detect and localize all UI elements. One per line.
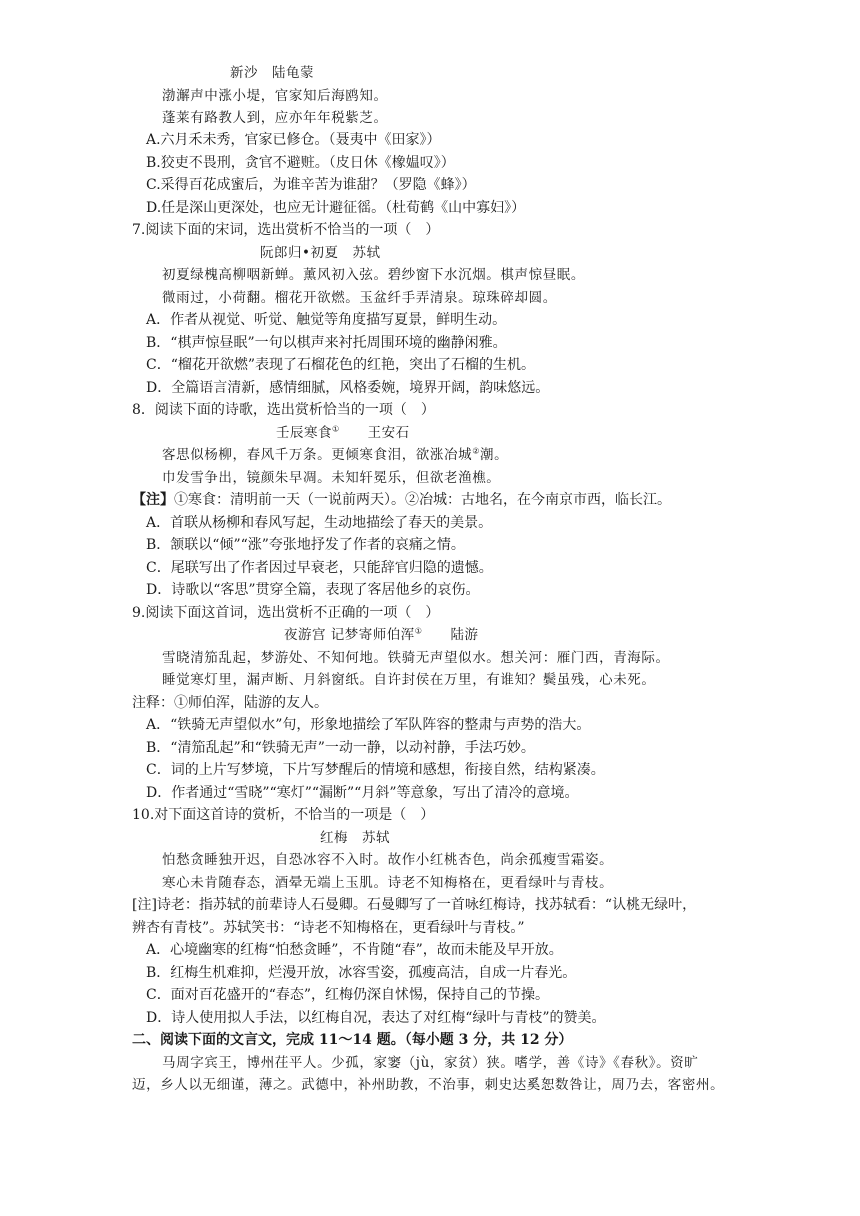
q10-option-c: C．面对百花盛开的“春态”，红梅仍深自怵惕，保持自己的节操。 [146,987,550,1003]
q9-option-c: C．词的上片写梦境，下片写梦醒后的情境和感想，衔接自然，结构紧凑。 [146,762,605,778]
q6-option-c: C.采得百花成蜜后，为谁辛苦为谁甜？（罗隐《蜂》） [146,177,476,193]
q9-option-a: A．“铁骑无声望似水”句，形象地描绘了军队阵容的整肃与声势的浩大。 [146,717,591,733]
q6-option-b: B.狡吏不畏刑，贪官不避赃。（皮日休《橡媪叹》） [146,155,455,171]
q8-poem-line-1 [162,446,508,464]
q9-poem-title: 夜游宫 记梦寄师伯浑 [284,627,415,643]
q10-option-d: D．诗人使用拟人手法，以红梅自况，表达了对红梅“绿叶与青枝”的赞美。 [146,1010,606,1026]
q10-option-b: B．红梅生机难抑，烂漫开放，冰容雪姿，孤瘦高洁，自成一片春光。 [146,965,577,981]
q7-option-c: C．“榴花开欲燃”表现了石榴花色的红艳，突出了石榴的生机。 [146,357,536,373]
q10-poem-line-1: 怕愁贪睡独开迟，自恐冰容不入时。故作小红桃杏色，尚余孤瘦雪霜姿。 [162,852,614,868]
q10-stem: 10.对下面这首诗的赏析，不恰当的一项是（ ） [132,807,435,823]
q7-poem-title: 阮郎归•初夏 苏轼 [260,245,381,261]
q10-note-line-2: 辨杏有青枝”。苏轼笑书：“诗老不知梅格在，更看绿叶与青枝。” [132,920,525,936]
q8-poem-heading [276,424,410,442]
q8-poem-line-1a: 客思似杨柳，春风千万条。更倾寒食泪，欲涨冶城 [162,447,473,463]
q8-poem-author: 王安石 [339,425,410,441]
q8-note-label: 【注】 [132,492,174,508]
q9-option-b: B．“清笳乱起”和“铁骑无声”一动一静，以动衬静，手法巧妙。 [146,740,535,756]
q8-title-footnote-mark: ① [332,424,340,434]
passage-line-1: 马周字宾王，博州茌平人。少孤，家窭（jù，家贫）狭。嗜学，善《诗》《春秋》。资旷 [162,1055,699,1071]
q9-poem-heading [284,626,478,644]
q9-option-d: D．作者通过“雪晓”“寒灯”“漏断”“月斜”等意象，写出了清冷的意境。 [146,785,579,801]
q9-poem-line-1: 雪晓清笳乱起，梦游处、不知何地。铁骑无声望似水。想关河：雁门西，青海际。 [162,650,670,666]
q7-poem-line-2: 微雨过，小荷翻。榴花开欲燃。玉盆纤手弄清泉。琼珠碎却圆。 [162,290,557,306]
q8-stem: 8．阅读下面的诗歌，选出赏析恰当的一项（ ） [132,402,435,418]
q8-option-a: A．首联从杨柳和春风写起，生动地描绘了春天的美景。 [146,515,493,531]
q8-poem-line-2: 巾发雪争出，镜颜朱早凋。未知轩冕乐，但欲老渔樵。 [162,470,501,486]
section-2-heading: 二、阅读下面的文言文，完成 11～14 题。（每小题 3 分，共 12 分） [132,1032,573,1048]
q7-option-b: B．“棋声惊昼眠”一句以棋声来衬托周围环境的幽静闲雅。 [146,335,507,351]
q9-poem-author: 陆游 [422,627,479,643]
q9-poem-line-2: 睡觉寒灯里，漏声断、月斜窗纸。自许封侯在万里，有谁知？鬓虽残，心未死。 [162,672,656,688]
q10-note-line-1: [注]诗老：指苏轼的前辈诗人石曼卿。石曼卿写了一首咏红梅诗，找苏轼看：“认桃无绿叶， [132,897,697,913]
q9-stem: 9.阅读下面这首词，选出赏析不正确的一项（ ） [132,605,440,621]
q6-poem-title: 新沙 陆龟蒙 [230,65,314,81]
q7-poem-line-1: 初夏绿槐高柳咽新蝉。薰风初入弦。碧纱窗下水沉烟。棋声惊昼眠。 [162,267,585,283]
passage-line-2: 迈，乡人以无细谨，薄之。武德中，补州助教，不治事，刺史达奚恕数咎让，周乃去，客密州。 [132,1077,725,1093]
q9-title-footnote-mark: ① [414,626,423,636]
q7-option-d: D．全篇语言清新，感情细腻，风格委婉，境界开阔，韵味悠远。 [146,380,550,396]
q6-poem-line-1: 渤澥声中涨小堤，官家知后海鸥知。 [162,88,388,104]
q10-option-a: A．心境幽寒的红梅“怕愁贪睡”，不肯随“春”，故而未能及早开放。 [146,942,563,958]
q7-option-a: A．作者从视觉、听觉、触觉等角度描写夏景，鲜明生动。 [146,312,507,328]
q6-option-a: A.六月禾未秀，官家已修仓。（聂夷中《田家》） [146,132,441,148]
q8-note-text: ①寒食：清明前一天（一说前两天）。②冶城：古地名，在今南京市西，临长江。 [174,492,671,508]
q8-poem-line-1b: 潮。 [479,447,509,463]
q9-note: 注释：①师伯浑，陆游的友人。 [132,695,328,711]
q6-option-d: D.任是深山更深处，也应无计避征徭。（杜荀鹤《山中寡妇》） [146,200,526,216]
q8-option-c: C．尾联写出了作者因过早衰老，只能辞官归隐的遗憾。 [146,560,493,576]
q6-poem-line-2: 蓬莱有路教人到，应亦年年税紫芝。 [162,110,388,126]
q8-poem-title: 壬辰寒食 [276,425,332,441]
q8-option-d: D．诗歌以“客思”贯穿全篇，表现了客居他乡的哀伤。 [146,582,480,598]
q8-line-footnote-mark: ② [472,446,480,456]
q7-stem: 7.阅读下面的宋词，选出赏析不恰当的一项（ ） [132,222,440,238]
q10-poem-line-2: 寒心未肯随春态，酒晕无端上玉肌。诗老不知梅格在，更看绿叶与青枝。 [162,875,614,891]
q8-note [132,491,671,509]
q8-option-b: B．颔联以“倾”“涨”夸张地抒发了作者的哀痛之情。 [146,537,465,553]
q10-poem-title: 红梅 苏轼 [320,830,390,846]
